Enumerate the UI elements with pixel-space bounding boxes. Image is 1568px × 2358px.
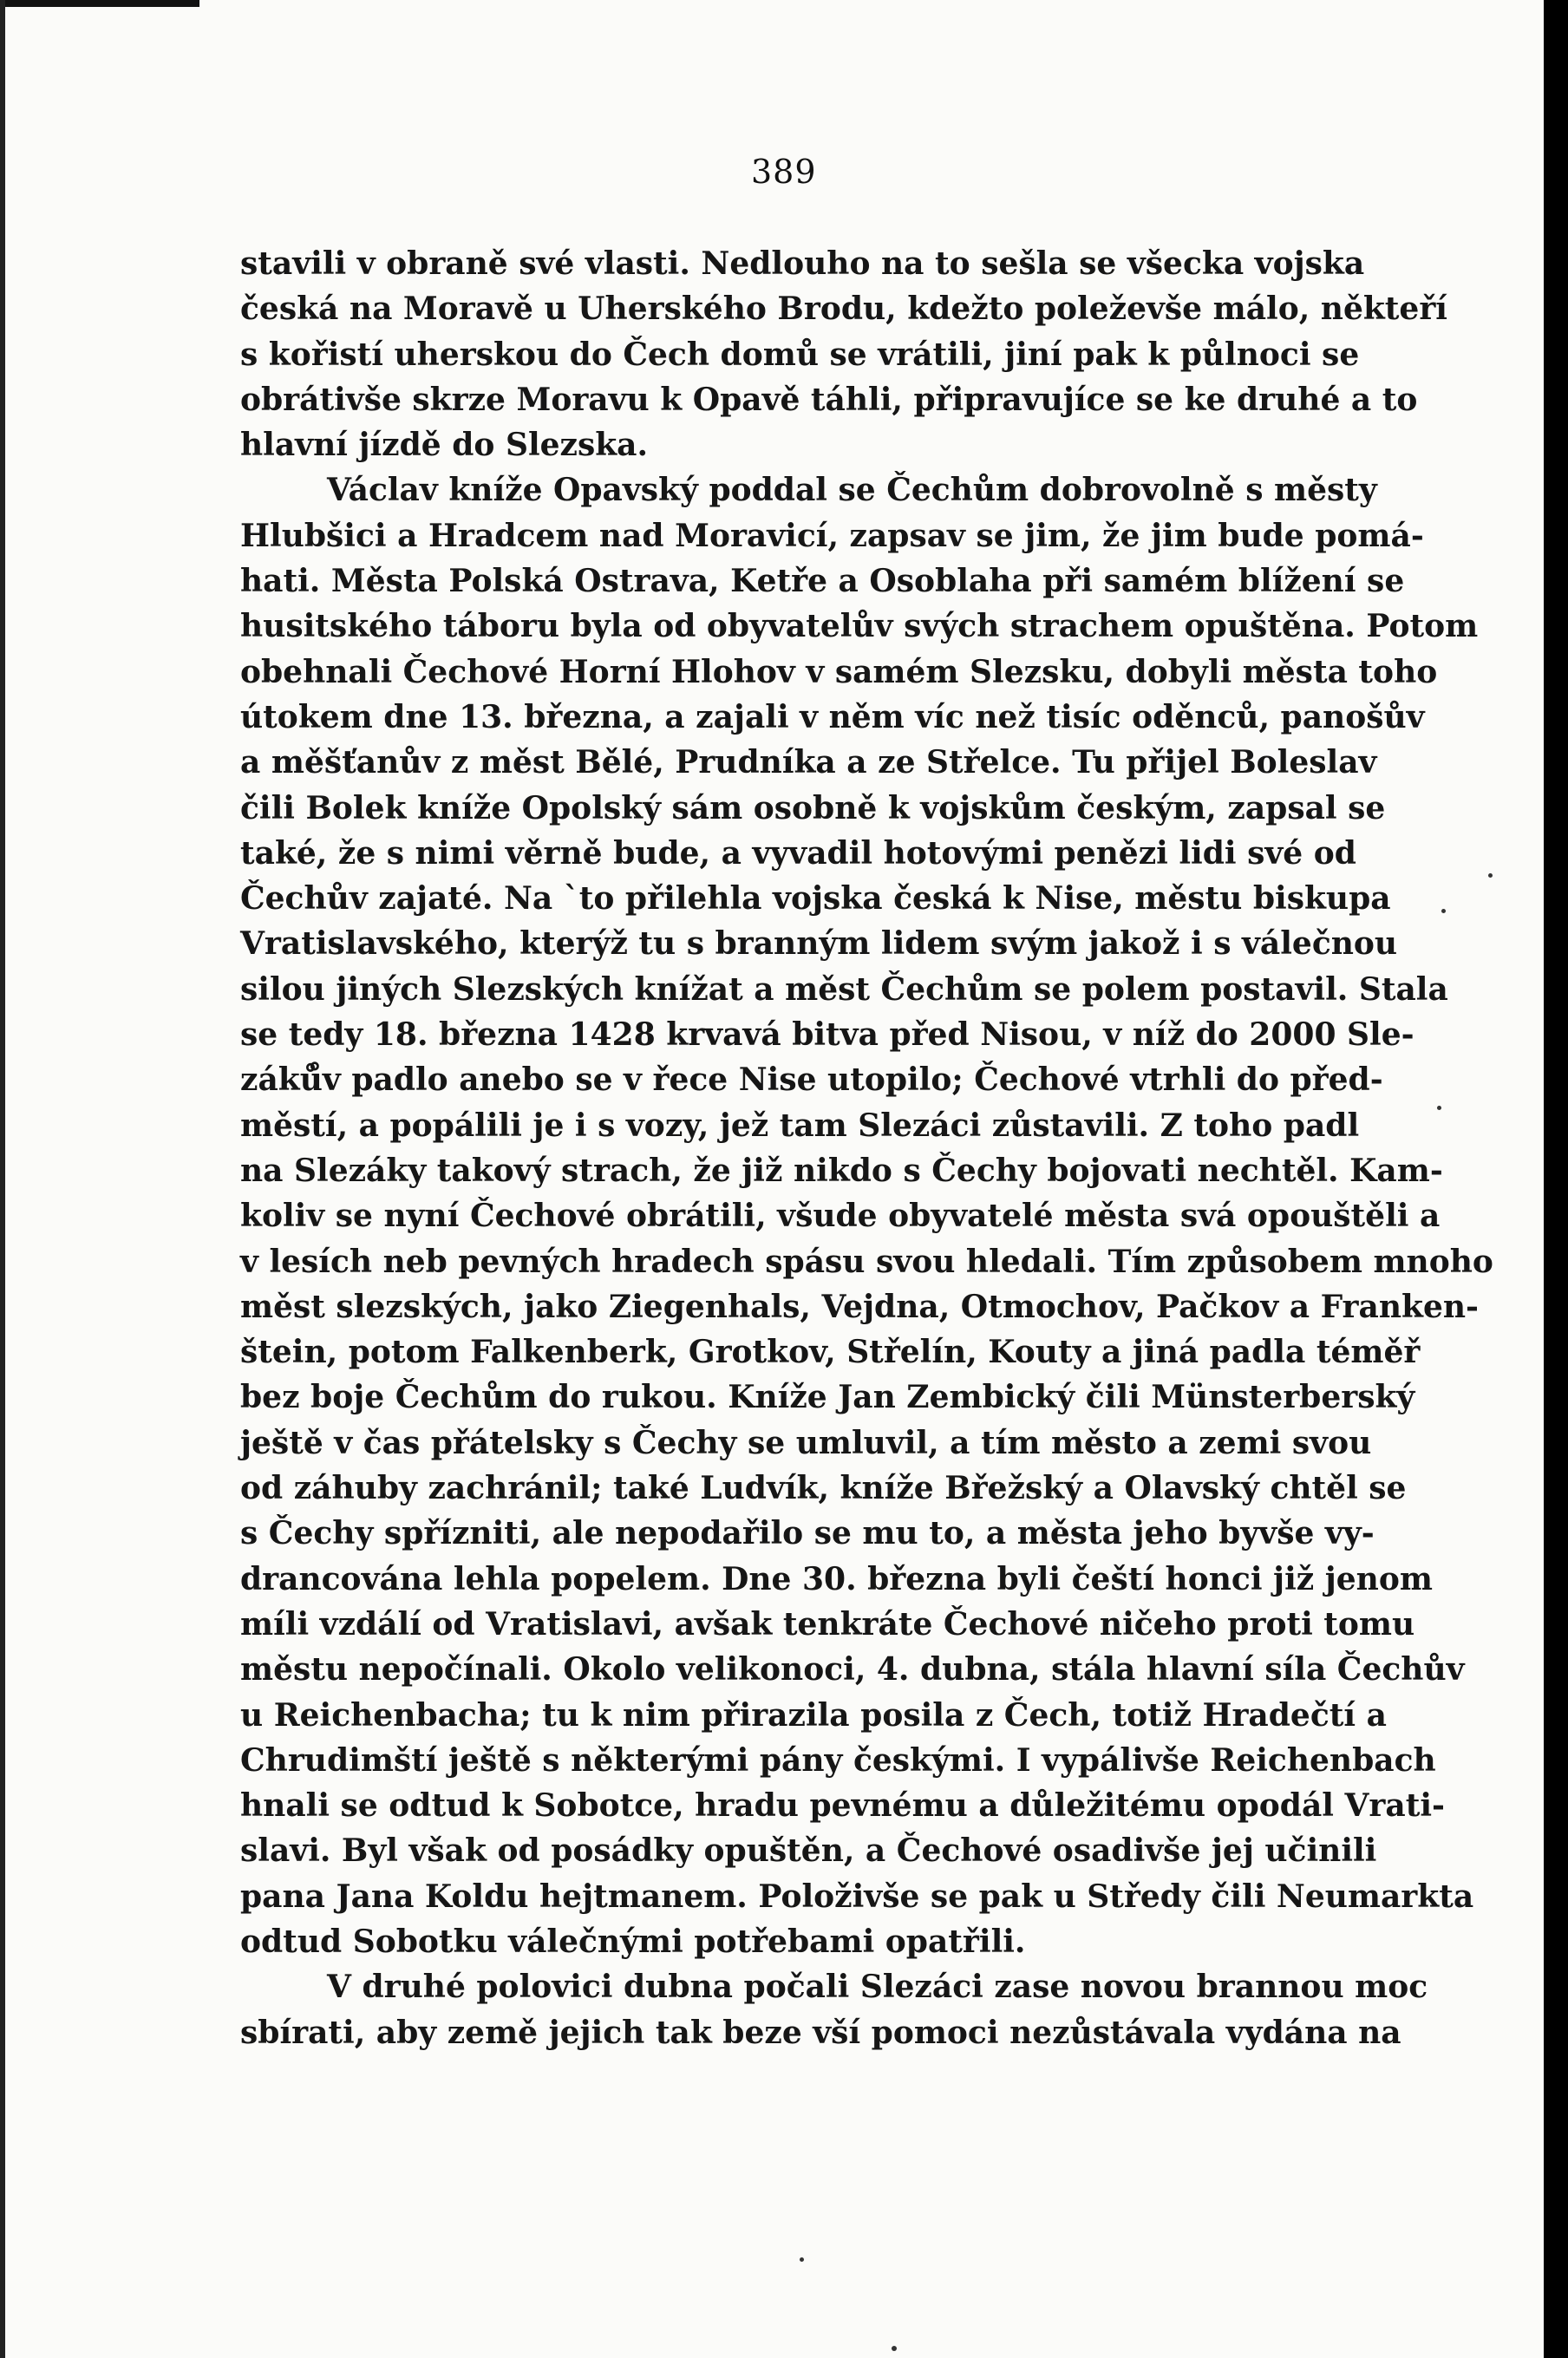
text-line: hnali se odtud k Sobotce, hradu pevnému a důležitému opodál Vrati- bbox=[240, 1787, 1445, 1825]
text-line: bez boje Čechům do rukou. Kníže Jan Zembický čili Münsterberský bbox=[240, 1379, 1415, 1416]
text-line: husitského táboru byla od obyvatelův svých strachem opuštěna. Potom bbox=[240, 608, 1479, 645]
text-line: s kořistí uherskou do Čech domů se vrátili, jiní pak k půlnoci se bbox=[240, 336, 1360, 373]
text-line: obehnali Čechové Horní Hlohov v samém Slezsku, dobyli města toho bbox=[240, 653, 1438, 690]
scan-speck bbox=[1488, 873, 1493, 878]
text-line: u Reichenbacha; tu k nim přirazila posila z Čech, totiž Hradečtí a bbox=[240, 1696, 1387, 1734]
text-line: V druhé polovici dubna počali Slezáci zase novou brannou moc bbox=[327, 1969, 1428, 2006]
text-line: ještě v čas přátelsky s Čechy se umluvil, a tím město a zemi svou bbox=[240, 1424, 1372, 1461]
scan-right-edge bbox=[1544, 0, 1568, 2358]
scan-speck bbox=[800, 2257, 804, 2262]
text-line: hati. Města Polská Ostrava, Ketře a Osoblaha při samém blížení se bbox=[240, 563, 1405, 600]
text-line: česká na Moravě u Uherského Brodu, kdežto poleževše málo, někteří bbox=[240, 291, 1447, 328]
text-line: koliv se nyní Čechové obrátili, všude obyvatelé města svá opouštěli a bbox=[240, 1198, 1441, 1235]
text-line: záků̊v padlo anebo se v řece Nise utopilo; Čechové vtrhli do před- bbox=[240, 1061, 1383, 1099]
text-line: od záhuby zachránil; také Ludvík, kníže Břežský a Olavský chtěl se bbox=[240, 1470, 1407, 1507]
text-line: obrátivše skrze Moravu k Opavě táhli, připravujíce se ke druhé a to bbox=[240, 381, 1418, 418]
text-line: Chrudimští ještě s některými pány českými. I vypálivše Reichenbach bbox=[240, 1741, 1436, 1779]
scan-speck bbox=[1437, 1106, 1441, 1110]
text-line: hlavní jízdě do Slezska. bbox=[240, 427, 649, 464]
body-text bbox=[240, 241, 1493, 2055]
text-line: Václav kníže Opavský poddal se Čechům dobrovolně s městy bbox=[327, 472, 1377, 509]
text-line: v lesích neb pevných hradech spásu svou hledali. Tím způsobem mnoho bbox=[240, 1243, 1493, 1280]
text-line: se tedy 18. března 1428 krvavá bitva před Nisou, v níž do 2000 Sle- bbox=[240, 1016, 1414, 1054]
text-line: pana Jana Koldu hejtmanem. Položivše se pak u Středy čili Neumarkta bbox=[240, 1878, 1474, 1915]
text-line: odtud Sobotku válečnými potřebami opatřili. bbox=[240, 1923, 1026, 1960]
scan-top-edge bbox=[0, 0, 199, 7]
text-line: slavi. Byl však od posádky opuštěn, a Čechové osadivše jej učinili bbox=[240, 1832, 1377, 1870]
text-line: míli vzdálí od Vratislavi, avšak tenkráte Čechové ničeho proti tomu bbox=[240, 1605, 1415, 1643]
text-line: Hlubšici a Hradcem nad Moravicí, zapsav se jim, že jim bude pomá- bbox=[240, 517, 1424, 554]
text-line: městí, a popálili je i s vozy, jež tam Slezáci zůstavili. Z toho padl bbox=[240, 1107, 1360, 1144]
text-line: stavili v obraně své vlasti. Nedlouho na to sešla se všecka vojska bbox=[240, 245, 1365, 282]
scan-left-edge bbox=[0, 0, 5, 2358]
text-line: Vratislavského, kterýž tu s branným lidem svým jakož i s válečnou bbox=[240, 925, 1398, 963]
text-line: útokem dne 13. března, a zajali v něm víc než tisíc oděnců, panošův bbox=[240, 698, 1425, 735]
text-line: drancována lehla popelem. Dne 30. března byli čeští honci již jenom bbox=[240, 1560, 1433, 1597]
text-line: s Čechy spřízniti, ale nepodařilo se mu to, a města jeho byvše vy- bbox=[240, 1515, 1375, 1552]
text-line: silou jiných Slezských knížat a měst Čechům se polem postavil. Stala bbox=[240, 970, 1448, 1008]
text-line: a měšťanův z měst Bělé, Prudníka a ze Střelce. Tu přijel Boleslav bbox=[240, 744, 1377, 781]
text-line: sbírati, aby země jejich tak beze vší pomoci nezůstávala vydána na bbox=[240, 2014, 1401, 2051]
text-line: městu nepočínali. Okolo velikonoci, 4. dubna, stála hlavní síla Čechův bbox=[240, 1651, 1465, 1688]
text-line: Čechův zajaté. Na `to přilehla vojska česká k Nise, městu biskupa bbox=[240, 880, 1391, 918]
scan-speck bbox=[892, 2346, 897, 2351]
scan-speck bbox=[1441, 909, 1446, 913]
text-line: také, že s nimi věrně bude, a vyvadil hotovými penězi lidi své od bbox=[240, 834, 1356, 872]
page-number: 389 bbox=[751, 153, 817, 191]
text-line: měst slezských, jako Ziegenhals, Vejdna, Otmochov, Pačkov a Franken- bbox=[240, 1288, 1479, 1325]
text-line: na Slezáky takový strach, že již nikdo s Čechy bojovati nechtěl. Kam- bbox=[240, 1152, 1443, 1189]
text-line: štein, potom Falkenberk, Grotkov, Střelín, Kouty a jiná padla téměř bbox=[240, 1334, 1421, 1371]
text-line: čili Bolek kníže Opolský sám osobně k vojskům českým, zapsal se bbox=[240, 789, 1386, 826]
